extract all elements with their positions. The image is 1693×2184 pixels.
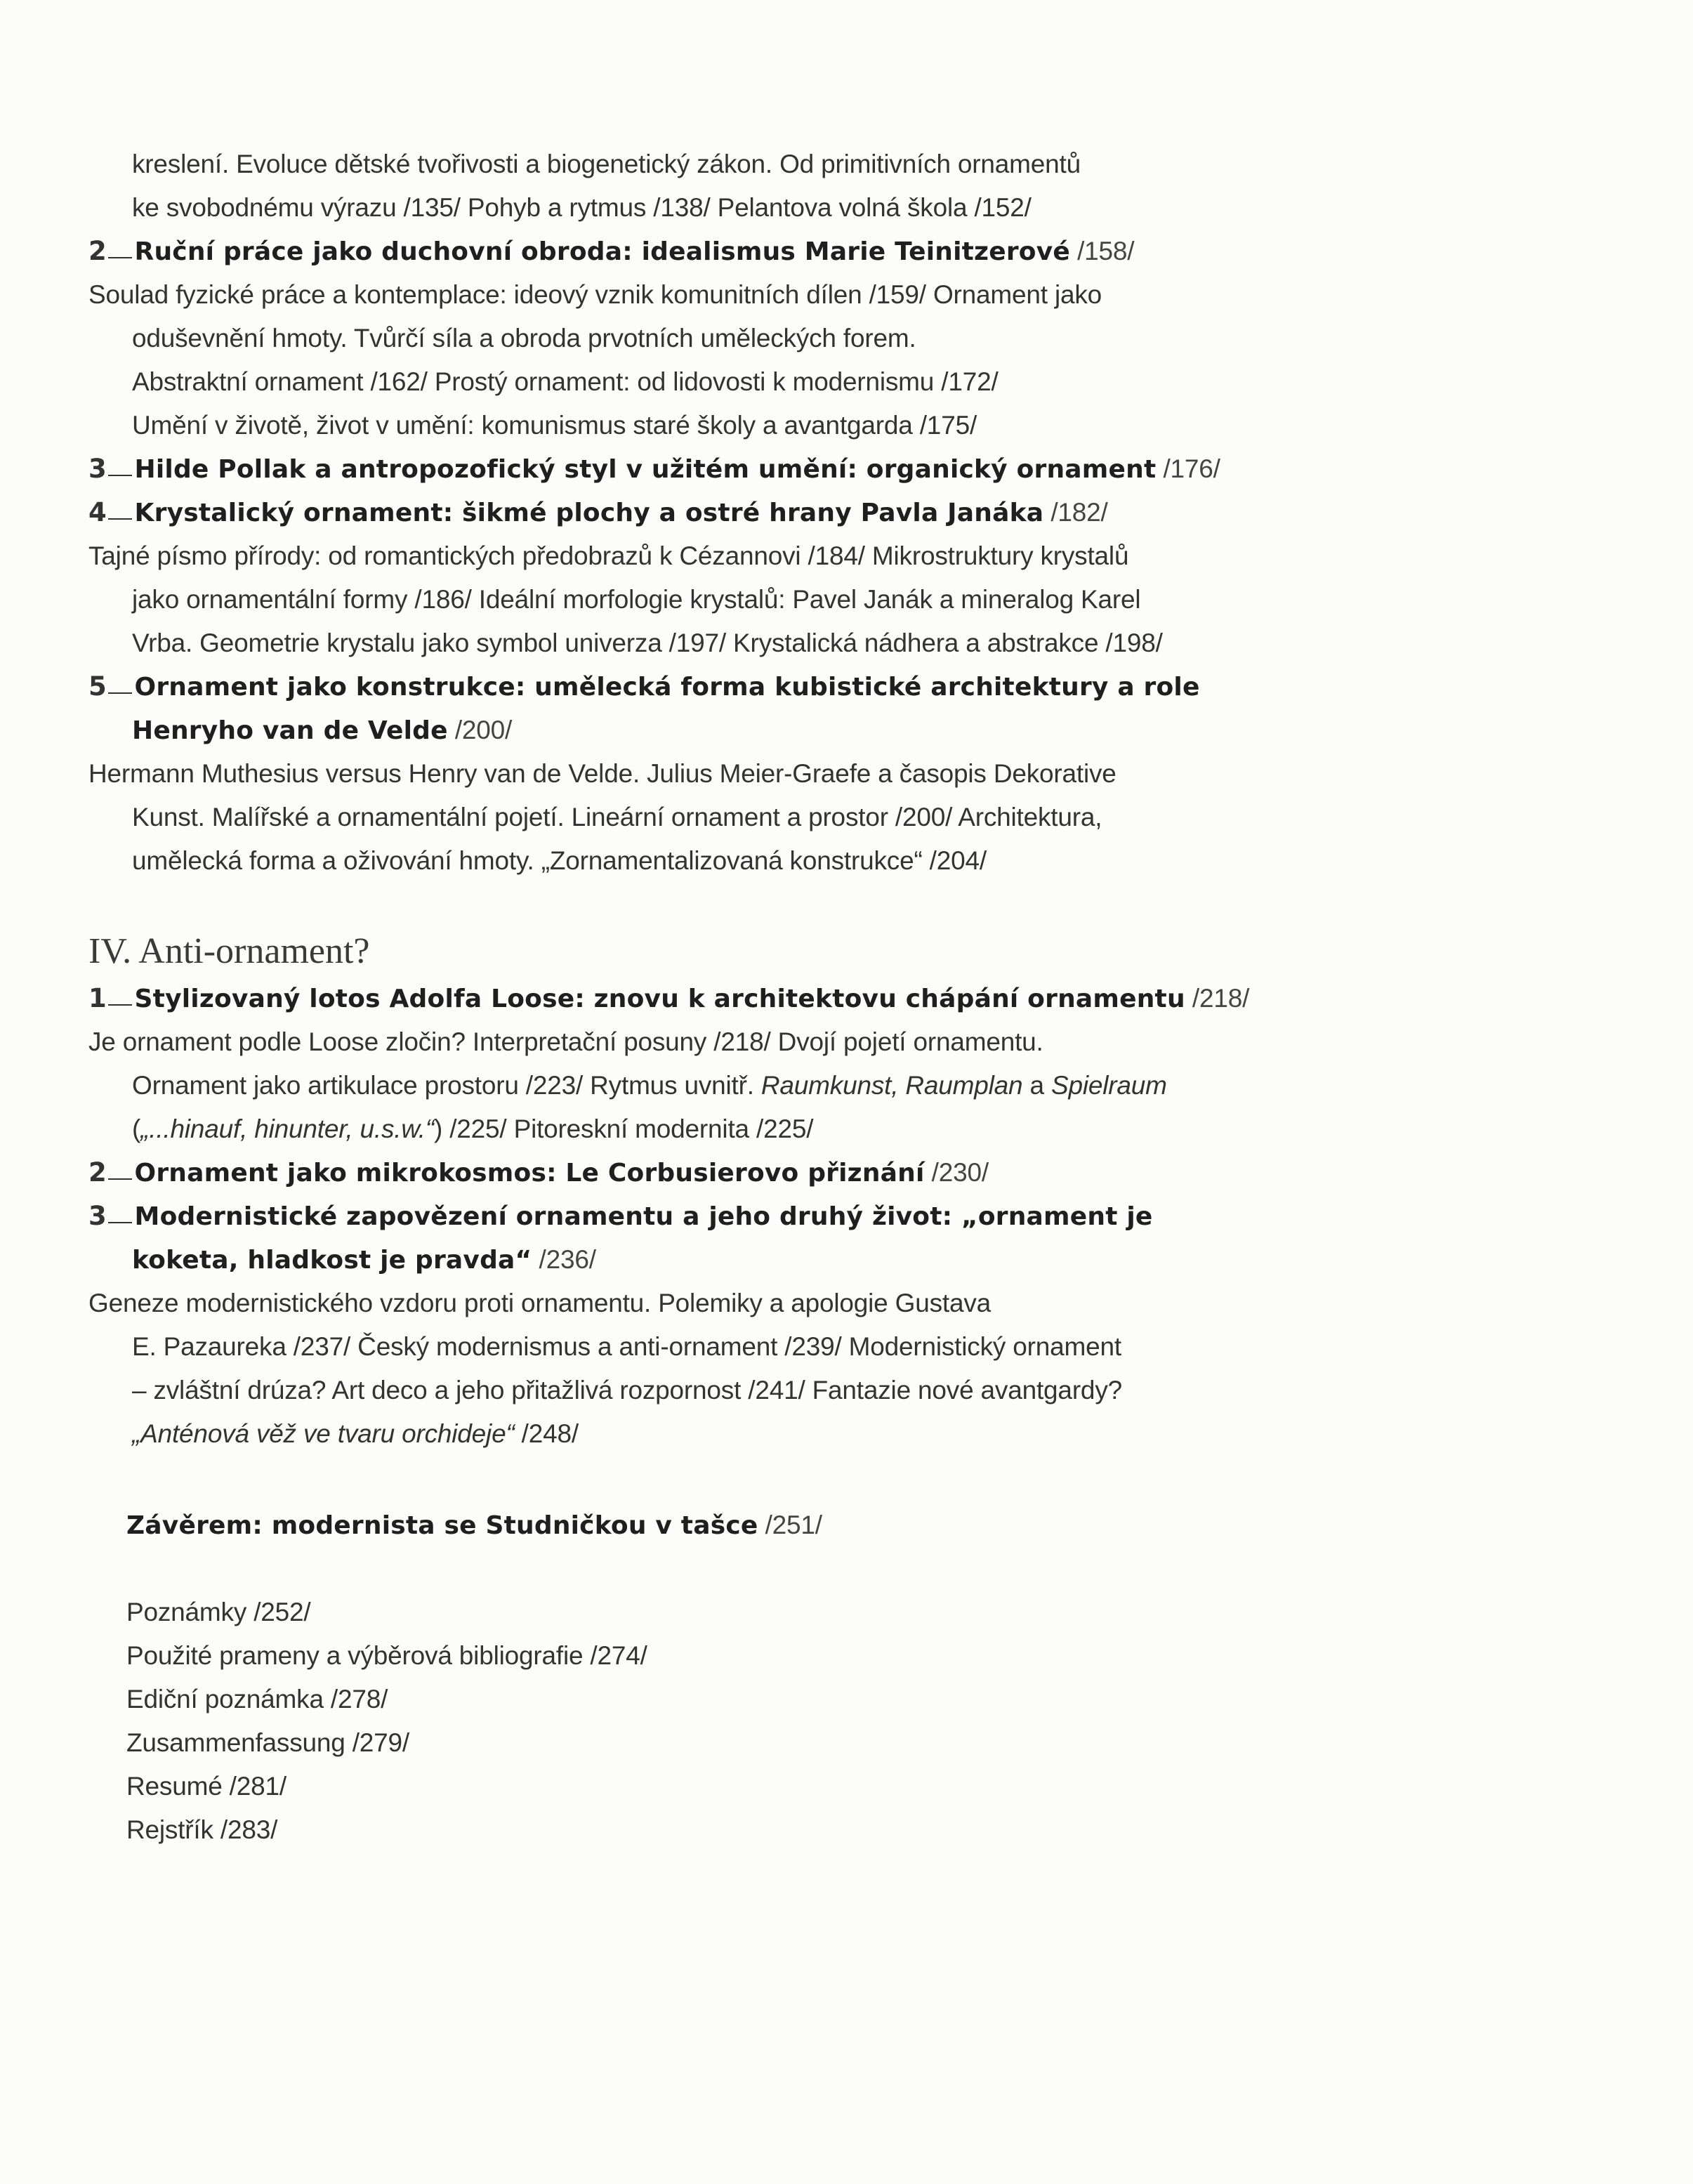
- chapter-heading-cont: [132, 1238, 596, 1282]
- toc-line: Kunst. Malířské a ornamentální pojetí. Lineární ornament a prostor /200/ Architektura,: [132, 803, 1102, 831]
- chapter-title: Ruční práce jako duchovní obroda: idealismus Marie Teinitzerové: [134, 237, 1071, 266]
- chapter-heading: [88, 447, 1220, 492]
- chapter-heading: [88, 977, 1249, 1021]
- chapter-heading: [88, 491, 1108, 535]
- chapter-number: 3: [88, 1201, 107, 1231]
- chapter-page: /182/: [1043, 498, 1108, 527]
- chapter-heading: [88, 230, 1134, 274]
- chapter-page: /236/: [532, 1245, 596, 1274]
- toc-line: Soulad fyzické práce a kontemplace: ideový vznik komunitních dílen /159/ Ornament jako: [88, 280, 1102, 309]
- chapter-heading: [88, 1151, 989, 1195]
- toc-line: oduševnění hmoty. Tvůrčí síla a obroda prvotních uměleckých forem.: [132, 324, 916, 353]
- toc-line: umělecká forma a oživování hmoty. „Zornamentalizovaná konstrukce“ /204/: [132, 846, 987, 875]
- chapter-heading-cont: [132, 709, 512, 753]
- number-dash: [108, 257, 132, 258]
- toc-line: E. Pazaureka /237/ Český modernismus a anti-ornament /239/ Modernistický ornament: [132, 1332, 1121, 1361]
- chapter-title: Henryho van de Velde: [132, 716, 448, 745]
- chapter-page: /158/: [1070, 237, 1135, 265]
- toc-line: – zvláštní drúza? Art deco a jeho přitažlivá rozpornost /241/ Fantazie nové avantgardy?: [132, 1376, 1122, 1405]
- toc-line: („...hinauf, hinunter, u.s.w.“) /225/ Pitoreskní modernita /225/: [132, 1114, 814, 1143]
- chapter-title: Ornament jako konstrukce: umělecká forma kubistické architektury a role: [134, 673, 1200, 702]
- number-dash: [108, 1004, 132, 1006]
- conclusion-title: Závěrem: modernista se Studničkou v tašce: [126, 1511, 758, 1540]
- toc-line: jako ornamentální formy /186/ Ideální morfologie krystalů: Pavel Janák a mineralog Karel: [132, 585, 1141, 614]
- chapter-page: /230/: [924, 1158, 989, 1187]
- toc-line: Je ornament podle Loose zločin? Interpretační posuny /218/ Dvojí pojetí ornamentu.: [88, 1027, 1043, 1056]
- chapter-page: /200/: [447, 716, 513, 744]
- chapter-title: Modernistické zapovězení ornamentu a jeho druhý život: „ornament je: [134, 1202, 1153, 1231]
- toc-line: „Anténová věž ve tvaru orchideje“ /248/: [132, 1419, 579, 1448]
- chapter-heading: [88, 1195, 1153, 1239]
- chapter-page: /218/: [1185, 984, 1250, 1013]
- chapter-number: 2: [88, 1157, 107, 1188]
- toc-line: Vrba. Geometrie krystalu jako symbol univerza /197/ Krystalická nádhera a abstrakce /198/: [132, 629, 1163, 657]
- number-dash: [108, 692, 132, 694]
- chapter-heading: [88, 665, 1200, 709]
- toc-line: Ornament jako artikulace prostoru /223/ Rytmus uvnitř. Raumkunst, Raumplan a Spielraum: [132, 1071, 1167, 1100]
- chapter-title: koketa, hladkost je pravda“: [132, 1246, 532, 1275]
- chapter-number: 3: [88, 454, 107, 484]
- toc-line: ke svobodnému výrazu /135/ Pohyb a rytmus /138/ Pelantova volná škola /152/: [132, 193, 1032, 222]
- appendix-item: Resumé /281/: [126, 1772, 286, 1801]
- appendix-item: Rejstřík /283/: [126, 1815, 278, 1844]
- chapter-number: 5: [88, 671, 107, 702]
- appendix-item: Poznámky /252/: [126, 1598, 311, 1626]
- toc-line: Tajné písmo přírody: od romantických předobrazů k Cézannovi /184/ Mikrostruktury krystalů: [88, 541, 1129, 570]
- chapter-title: Krystalický ornament: šikmé plochy a ostré hrany Pavla Janáka: [134, 499, 1044, 527]
- section-title: IV. Anti-ornament?: [88, 931, 370, 971]
- conclusion-heading: [126, 1504, 822, 1548]
- chapter-number: 4: [88, 497, 107, 527]
- toc-line: Geneze modernistického vzdoru proti ornamentu. Polemiky a apologie Gustava: [88, 1289, 992, 1317]
- chapter-title: Stylizovaný lotos Adolfa Loose: znovu k architektovu chápání ornamentu: [134, 985, 1185, 1013]
- toc-line: Hermann Muthesius versus Henry van de Velde. Julius Meier-Graefe a časopis Dekorative: [88, 759, 1116, 788]
- toc-line: Abstraktní ornament /162/ Prostý ornament: od lidovosti k modernismu /172/: [132, 367, 999, 396]
- chapter-number: 2: [88, 236, 107, 266]
- chapter-number: 1: [88, 983, 107, 1013]
- conclusion-page: /251/: [758, 1511, 822, 1539]
- toc-line: kreslení. Evoluce dětské tvořivosti a biogenetický zákon. Od primitivních ornamentů: [132, 150, 1081, 178]
- chapter-title: Ornament jako mikrokosmos: Le Corbusierovo přiznání: [134, 1159, 925, 1188]
- appendix-item: Zusammenfassung /279/: [126, 1728, 410, 1757]
- appendix-item: Použité prameny a výběrová bibliografie /274/: [126, 1641, 647, 1670]
- chapter-title: Hilde Pollak a antropozofický styl v užitém umění: organický ornament: [134, 455, 1157, 484]
- appendix-item: Ediční poznámka /278/: [126, 1685, 388, 1713]
- toc-line: Umění v životě, život v umění: komunismus staré školy a avantgarda /175/: [132, 411, 977, 440]
- number-dash: [108, 1222, 132, 1223]
- number-dash: [108, 1178, 132, 1180]
- number-dash: [108, 518, 132, 520]
- number-dash: [108, 475, 132, 476]
- chapter-page: /176/: [1156, 454, 1220, 483]
